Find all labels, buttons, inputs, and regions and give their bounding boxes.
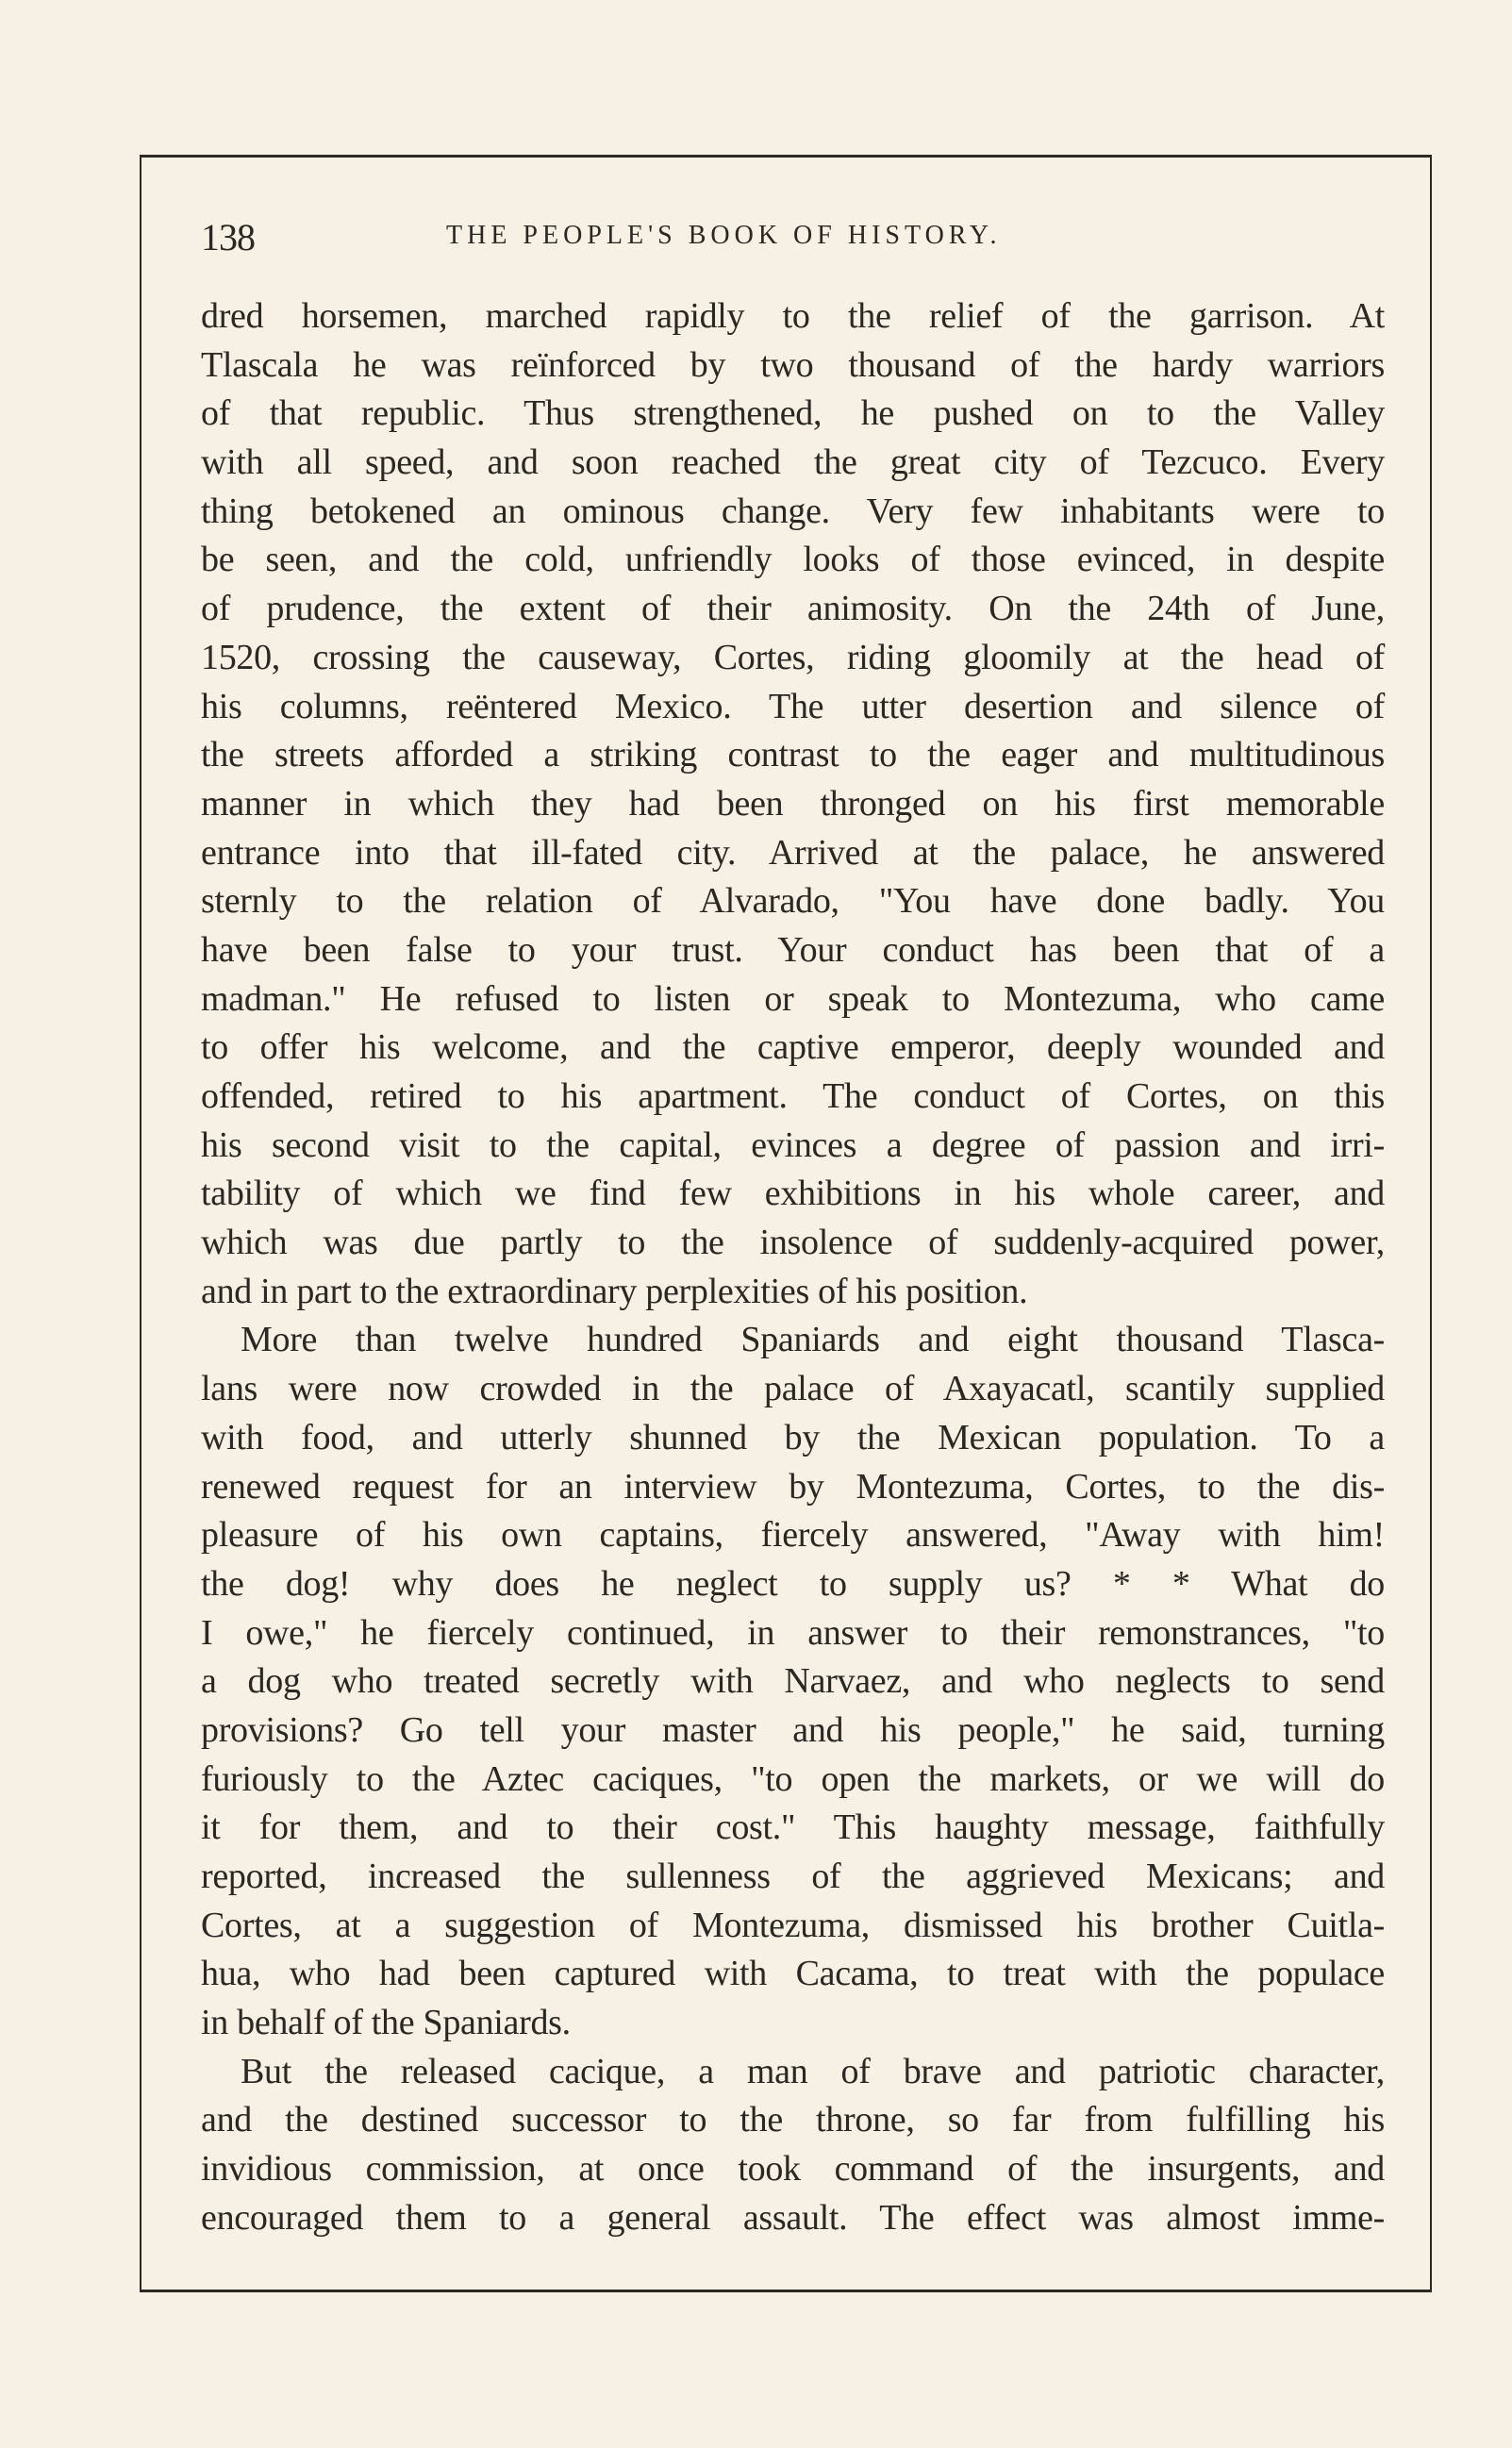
page-header [201, 215, 1382, 262]
text-line: in behalf of the Spaniards. [201, 2003, 571, 2043]
text-line: the dog! why does he neglect to supply us? * * What do [201, 1563, 1385, 1604]
text-line: have been false to your trust. Your conduct has been that of a [201, 929, 1385, 970]
text-line: madman." He refused to listen or speak to Montezuma, who came [201, 978, 1385, 1019]
text-line: with food, and utterly shunned by the Mexican population. To a [201, 1417, 1385, 1457]
text-line: his columns, reëntered Mexico. The utter desertion and silence of [201, 686, 1385, 726]
text-line: hua, who had been captured with Cacama, to treat with the populace [201, 1954, 1385, 1994]
paragraph-start-line: More than twelve hundred Spaniards and eight thousand Tlasca- [241, 1320, 1385, 1360]
text-line: to offer his welcome, and the captive emperor, deeply wounded and [201, 1027, 1385, 1068]
text-line: encouraged them to a general assault. The effect was almost imme- [201, 2197, 1385, 2238]
body-text [201, 292, 1385, 2243]
text-line: and the destined successor to the throne, so far from fulfilling his [201, 2100, 1385, 2140]
text-line: renewed request for an interview by Montezuma, Cortes, to the dis- [201, 1466, 1385, 1507]
text-line: with all speed, and soon reached the great city of Tezcuco. Every [201, 442, 1385, 483]
text-line: tability of which we find few exhibitions in his whole career, and [201, 1174, 1385, 1214]
text-line: manner in which they had been thronged on his first memorable [201, 783, 1385, 824]
text-line: provisions? Go tell your master and his people," he said, turning [201, 1709, 1385, 1750]
text-line: a dog who treated secretly with Narvaez, and who neglects to send [201, 1661, 1385, 1702]
text-line: sternly to the relation of Alvarado, "You have done badly. You [201, 881, 1385, 922]
text-line: furiously to the Aztec caciques, "to open the markets, or we will do [201, 1758, 1385, 1799]
text-line: 1520, crossing the causeway, Cortes, riding gloomily at the head of [201, 637, 1385, 677]
text-line: lans were now crowded in the palace of Axayacatl, scantily supplied [201, 1369, 1385, 1409]
text-line: pleasure of his own captains, fiercely answered, "Away with him! [201, 1515, 1385, 1556]
text-line: Tlascala he was reïnforced by two thousand of the hardy warriors [201, 344, 1385, 385]
text-line: his second visit to the capital, evinces a degree of passion and irri- [201, 1124, 1385, 1165]
paragraph-start-line: But the released cacique, a man of brave and patriotic character, [241, 2051, 1385, 2091]
text-line: of prudence, the extent of their animosity. On the 24th of June, [201, 589, 1385, 629]
text-line: invidious commission, at once took command of the insurgents, and [201, 2149, 1385, 2190]
text-line: it for them, and to their cost." This haughty message, faithfully [201, 1807, 1385, 1848]
text-line: I owe," he fiercely continued, in answer to their remonstrances, "to [201, 1612, 1385, 1653]
running-title: THE PEOPLE'S BOOK OF HISTORY. [446, 221, 1002, 250]
text-line: of that republic. Thus strengthened, he pushed on to the Valley [201, 393, 1385, 434]
text-line: and in part to the extraordinary perplexities of his position. [201, 1271, 1028, 1311]
text-line: Cortes, at a suggestion of Montezuma, dismissed his brother Cuitla- [201, 1905, 1385, 1945]
text-line: entrance into that ill-fated city. Arrived at the palace, he answered [201, 832, 1385, 873]
text-line: dred horsemen, marched rapidly to the relief of the garrison. At [201, 296, 1385, 336]
text-line: offended, retired to his apartment. The conduct of Cortes, on this [201, 1076, 1385, 1116]
page-number: 138 [201, 216, 255, 258]
text-line: the streets afforded a striking contrast to the eager and multitudinous [201, 735, 1385, 775]
text-line: be seen, and the cold, unfriendly looks of those evinced, in despite [201, 540, 1385, 580]
text-line: thing betokened an ominous change. Very few inhabitants were to [201, 491, 1385, 531]
text-line: reported, increased the sullenness of the aggrieved Mexicans; and [201, 1857, 1385, 1896]
text-line: which was due partly to the insolence of suddenly-acquired power, [201, 1223, 1385, 1263]
